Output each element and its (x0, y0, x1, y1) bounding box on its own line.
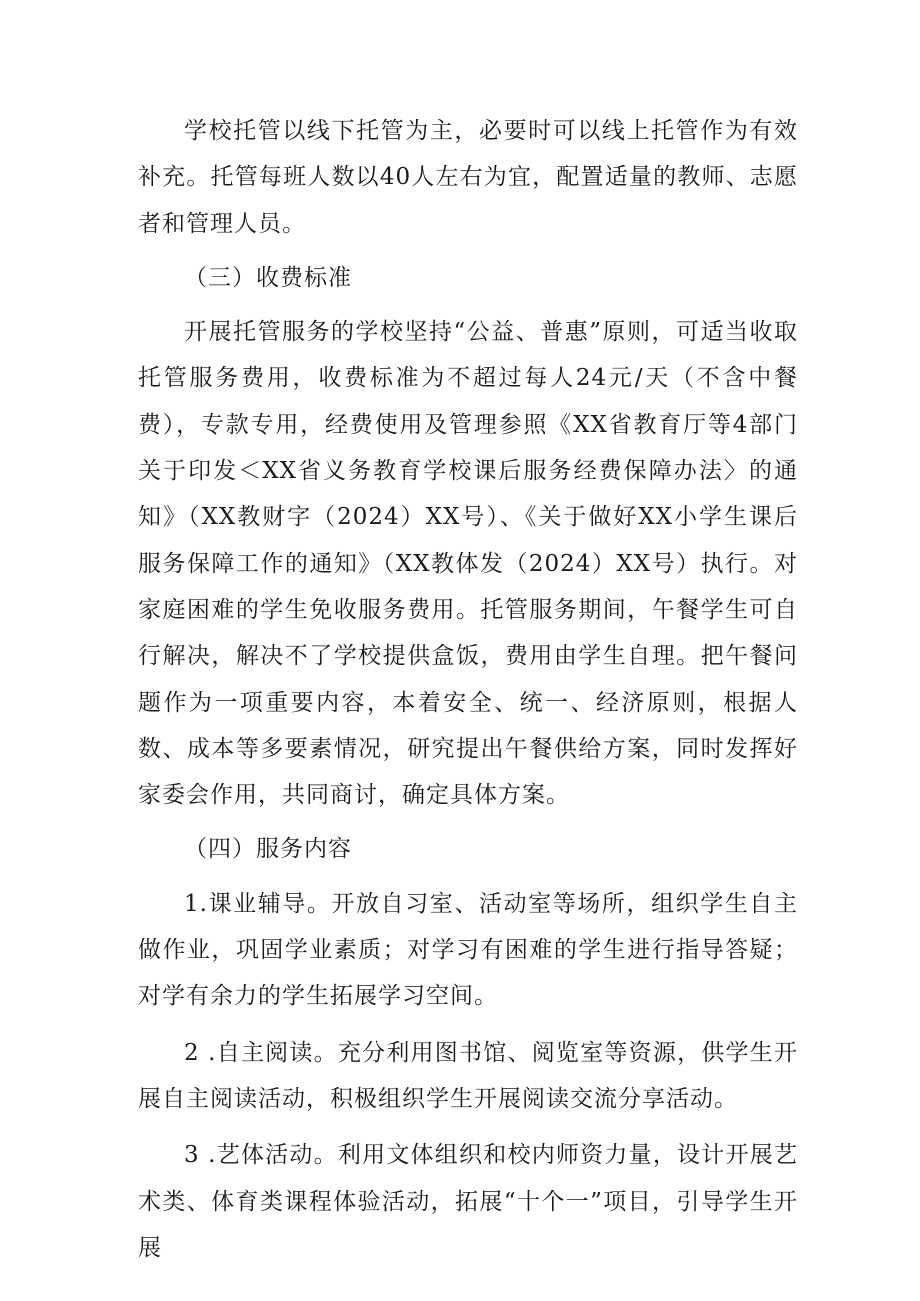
paragraph-self-reading: 2 .自主阅读。充分利用图书馆、阅览室等资源，供学生开展自主阅读活动，积极组织学生开展阅读交流分享活动。 (138, 1039, 798, 1112)
paragraph-arts-sports: 3 .艺体活动。利用文体组织和校内师资力量，设计开展艺术类、体育类课程体验活动，拓展“十个一”项目，引导学生开展 (138, 1142, 798, 1261)
paragraph-fee-standard: 开展托管服务的学校坚持“公益、普惠”原则，可适当收取托管服务费用，收费标准为不超过每人24元/天（不含中餐费），专款专用，经费使用及管理参照《XX省教育厅等4部门关于印发＜XX省义务教育学校课后服务经费保障办法〉的通知》（XX教财字（2024）XX号）、《关于做好XX小学生课后服务保障工作的通知》（XX教体发（2024）XX号）执行。对家庭困难的学生免收服务费用。托管服务期间，午餐学生可自行解决，解决不了学校提供盒饭，费用由学生自理。把午餐问题作为一项重要内容，本着安全、统一、经济原则，根据人数、成本等多要素情况，研究提出午餐供给方案，同时发挥好家委会作用，共同商讨，确定具体方案。 (138, 319, 798, 809)
section-heading-service-content: （四）服务内容 (184, 836, 352, 863)
paragraph-delivery-mode: 学校托管以线下托管为主，必要时可以线上托管作为有效补充。托管每班人数以40人左右为宜，配置适量的教师、志愿者和管理人员。 (138, 118, 798, 237)
document-page (138, 108, 798, 1271)
paragraph-homework-tutoring: 1.课业辅导。开放自习室、活动室等场所，组织学生自主做作业，巩固学业素质；对学习有困难的学生进行指导答疑；对学有余力的学生拓展学习空间。 (138, 890, 798, 1010)
section-heading-fee-standard: （三）收费标准 (184, 264, 352, 291)
